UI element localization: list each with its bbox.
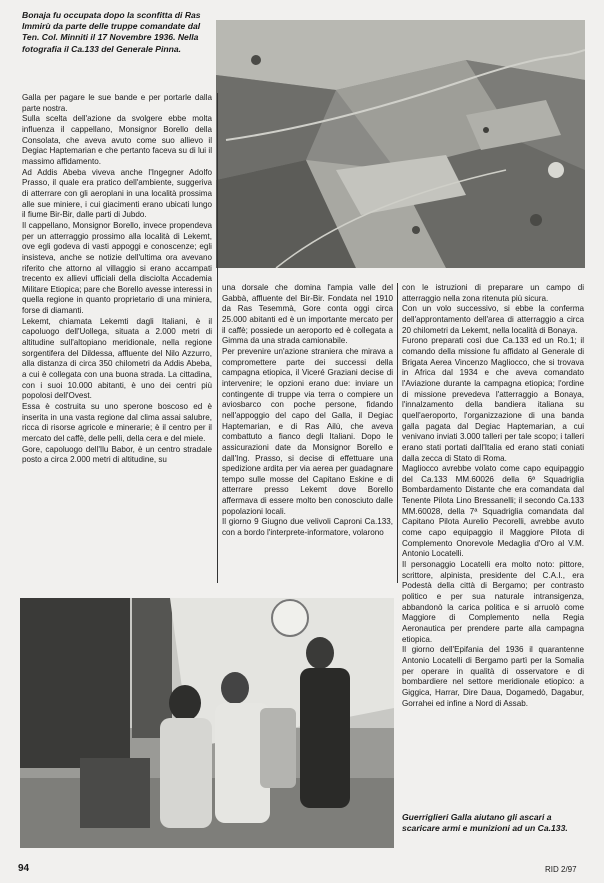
paragraph: con le istruzioni di preparare un campo di atterraggio nella zona ritenuta più sicura. — [402, 283, 584, 303]
paragraph: Magliocco avrebbe volato come capo equipaggio del Ca.133 MM.60026 della 6ª Squadriglia Bombardamento Distante che era comandata dal Tenente Pilota Lino Bressanelli; il secondo Ca.133 MM.60028, della 7ª Squadriglia comandata dal Capitano Pilota Aurelio Pecorelli, avrebbe avuto come capo equipaggio il Maggiore Pilota di Complemento Onorevole Medaglia d'Oro al V.M. Antonio Locatelli. — [402, 464, 584, 559]
column-divider — [397, 283, 398, 583]
paragraph: Il cappellano, Monsignor Borello, invece propendeva per un atterraggio prossimo alla località di Lekemt, ove egli godeva di vasti appoggi e conoscenze; egli insisteva, anche se notizie dell'ultima ora avevano riferito che attorno al villaggio si erano accampati trecento ex allievi ufficiali della disciolta Accademia Militare Etiopica; pare che Borello avesse interessi in quella regione in quanto proprietario di una miniera, forse di diamanti. — [22, 220, 212, 316]
aerial-photo — [216, 20, 585, 268]
paragraph: Sulla scelta dell'azione da svolgere ebbe molta influenza il cappellano, Monsignor Borello della Consolata, che aveva avuto come suo allievo il Degiac Haptemarian e che pertanto faceva su di lui il massimo affidamento. — [22, 114, 212, 166]
issue-label: RID 2/97 — [545, 865, 577, 874]
paragraph: Ad Addis Abeba viveva anche l'Ingegner Adolfo Prasso, il quale era pratico dell'ambiente, suggeriva di atterrare con gli aeroplani in una località prossima alle sue miniere, i cui giacimenti erano ubicati lungo il fiume Bir-Bir, dalle parti di Jubdo. — [22, 167, 212, 220]
paragraph: Con un volo successivo, si ebbe la conferma dell'approntamento dell'area di atterraggio a circa 20 chilometri da Lekemt, nella località di Bonaya. — [402, 304, 584, 335]
paragraph: Furono preparati così due Ca.133 ed un Ro.1; il comando della missione fu affidato al Generale di Brigata Aerea Vincenzo Magliocco, che si trovava in Africa dal 1934 e che aveva comandato l'Aviazione durante la campagna etiopica; l'ordine di missione prevedeva l'atterraggio a Bonaya, l'innalzamento della bandiera italiana su quell'aeroporto, l'organizzazione di una banda galla pagata dal Degiac Haptemarian, a cui venivano inviati 3.000 talleri per tale scopo; i talleri erano stati portati dall'Italia ed erano stati coniati dalla zecca di Stato di Roma. — [402, 336, 584, 463]
paragraph: Il personaggio Locatelli era molto noto: pittore, scrittore, alpinista, presidente del C.A.I., era Podestà della città di Bergamo; per contrasto politico e per sua naturale intransigenza, abbandonò la carica politica e si arruolò come Maggiore di Complemento nella Regia Aeronautica per prendere parte alla campagna etiopica. — [402, 560, 584, 644]
text-column-2 — [222, 283, 393, 539]
paragraph: Il giorno 9 Giugno due velivoli Caproni Ca.133, con a bordo l'interprete-informatore, volarono — [222, 517, 393, 538]
paragraph: Lekemt, chiamata Lekemti dagli Italiani, è il capoluogo dell'Uollega, situata a 2.000 metri di altitudine sull'altopiano meridionale, nella regione sorgentifera del Dildessa, affluente del Nilo Azzurro, alla distanza di circa 350 chilometri da Addis Abeba, a cui è collegata con una buona strada. La cittadina, con i suoi 10.000 abitanti, è uno dei centri più popolosi dell'Ovest. — [22, 316, 212, 401]
paragraph: Il giorno dell'Epifania del 1936 il quarantenne Antonio Locatelli di Bergamo partì per la Somalia per operare in qualità di osservatore e di bombardiere nel settore meridionale etiopico: a Giggica, Harrar, Dire Daua, Dogamedò, Dagabur, Gorrahei ed infine a Nord di Assab. — [402, 645, 584, 708]
aircraft-crew-image — [20, 598, 394, 848]
paragraph: Galla per pagare le sue bande e per portarle dalla parte nostra. — [22, 93, 212, 113]
paragraph: Per prevenire un'azione straniera che mirava a compromettere parte dei successi della campagna etiopica, il Viceré Graziani decise di intervenire; le opzioni erano due: inviare un contingente di truppe via terra o compiere un aviosbarco con poche persone, fidando nell'appoggio del capo del Galla, il Degiac Haptemarian, e di Ras Ailù, che aveva combattuto a fianco degli Italiani. Dopo le assicurazioni date da Monsignor Borello e dall'Ing. Prasso, si decise di effettuare una spedizione ardita per via aerea per guadagnare tempo sulle mosse del Capitano Eskine e di atterrare presso Lekemt dove Borello affermava di essere molto ben conosciuto dalle popolazioni locali. — [222, 346, 393, 516]
column-divider — [217, 93, 218, 583]
paragraph: una dorsale che domina l'ampia valle del Gabbà, affluente del Bir-Bir. Fondata nel 1910 da Ras Tesemmà, Gore conta oggi circa 25.000 abitanti ed è un importante mercato per il caffè; possiede un aeroporto ed è collegata a Gimma da una strada camionabile. — [222, 283, 393, 346]
aircraft-unloading-photo — [20, 598, 394, 848]
paragraph: Essa è costruita su uno sperone boscoso ed è inserita in una vasta regione dal clima assai salubre, ricca di risorse agricole e minerarie; è il centro per il mercato del caffè, delle pelli, della cera e del miele. — [22, 402, 212, 443]
aerial-landscape-image — [216, 20, 585, 268]
top-photo-caption: Bonaja fu occupata dopo la sconfitta di Ras Immirù da parte delle truppe comandate dal Ten. Col. Minniti il 17 Novembre 1936. Nella fotografia il Ca.133 del Generale Pinna. — [22, 10, 201, 54]
page-number: 94 — [18, 863, 30, 874]
text-column-1 — [22, 93, 212, 466]
paragraph: Gore, capoluogo dell'Ilu Babor, è un centro stradale posto a circa 2.000 metri di altitudine, su — [22, 444, 212, 465]
text-column-3 — [402, 283, 584, 709]
bottom-photo-caption: Guerriglieri Galla aiutano gli ascari a scaricare armi e munizioni ad un Ca.133. — [402, 812, 568, 834]
